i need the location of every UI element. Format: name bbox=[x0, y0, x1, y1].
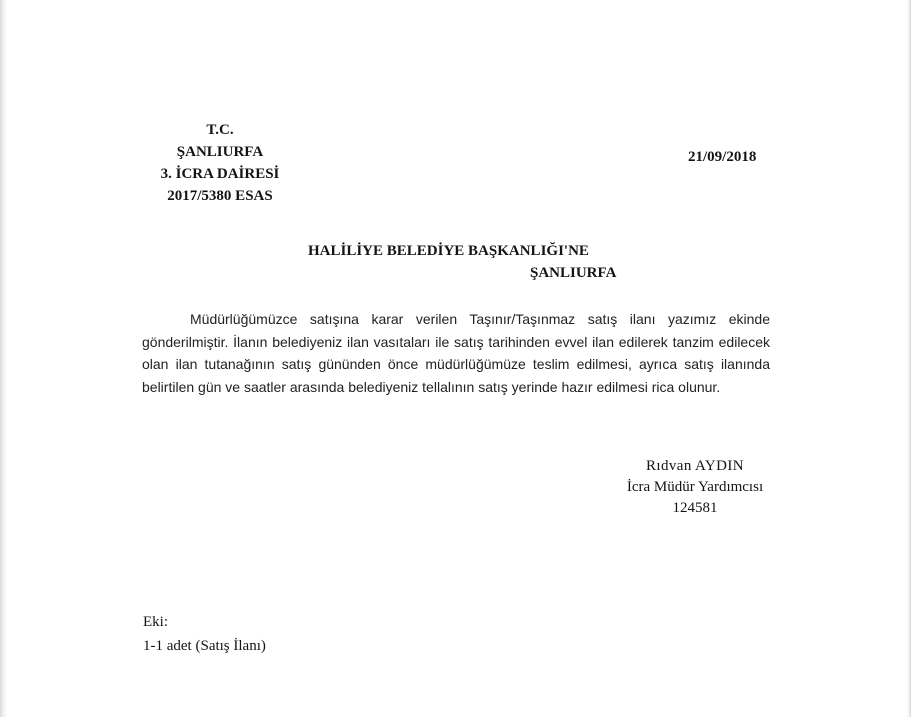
signatory-number: 124581 bbox=[672, 500, 718, 516]
scan-edge-right bbox=[907, 0, 911, 717]
letterhead-case-number: 2017/5380 ESAS bbox=[167, 188, 273, 204]
letter-body: Müdürlüğümüzce satışına karar verilen Taşınır/Taşınmaz satış ilanı yazımız ekinde gönderilmiştir. İlanın belediyeniz ilan vasıtaları ile satış tarihinden evvel ilan edilerek tanzim edilecek olan ilan tutanağının satış gününden önce müdürlüğümüze teslim edilmesi, ayrıca satış ilanında belirtilen gün ve saatler arasında belediyeniz tellalının satış yerinde hazır edilmesi rica olunur. bbox=[142, 311, 770, 395]
signatory-name: Rıdvan AYDIN bbox=[645, 458, 744, 474]
letterhead-city: ŞANLIURFA bbox=[176, 144, 264, 160]
recipient-institution: HALİLİYE BELEDİYE BAŞKANLIĞI'NE bbox=[308, 243, 589, 259]
signature-block bbox=[600, 456, 790, 519]
letterhead-country: T.C. bbox=[206, 122, 234, 138]
recipient-city: ŞANLIURFA bbox=[530, 265, 617, 281]
recipient bbox=[308, 240, 616, 284]
letterhead-office: 3. İCRA DAİRESİ bbox=[160, 166, 280, 182]
scan-edge-left bbox=[0, 0, 7, 717]
attachment-item: 1-1 adet (Satış İlanı) bbox=[143, 638, 266, 654]
attachments-label: Eki: bbox=[143, 614, 168, 630]
letterhead bbox=[130, 119, 310, 207]
letter-date: 21/09/2018 bbox=[688, 149, 757, 165]
signatory-title: İcra Müdür Yardımcısı bbox=[626, 479, 764, 495]
attachments bbox=[143, 610, 266, 658]
